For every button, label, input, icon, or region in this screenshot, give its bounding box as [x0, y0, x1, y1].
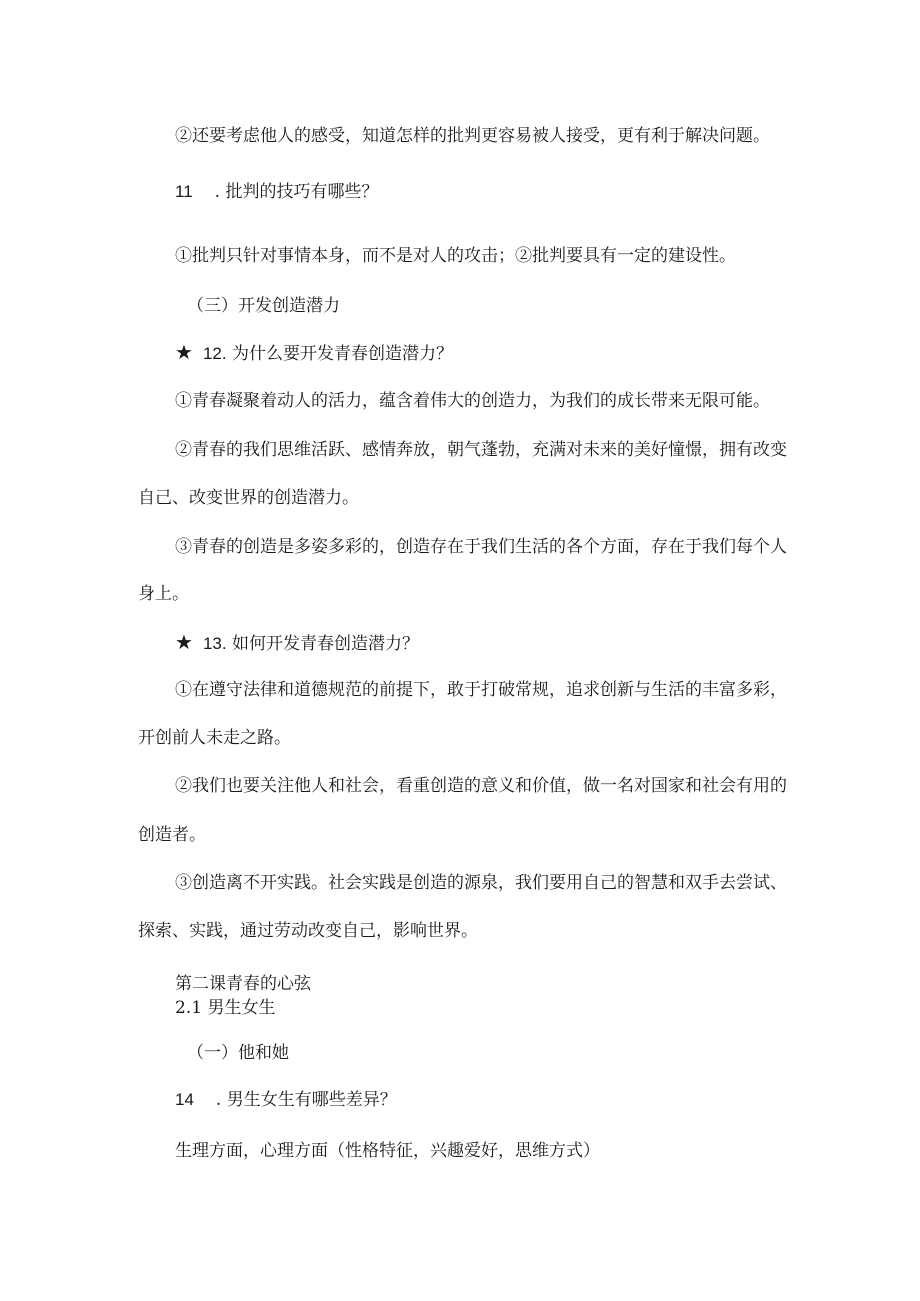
question-text: . 批判的技巧有哪些？: [214, 182, 379, 202]
question-number: 12.: [202, 344, 227, 363]
question-number: 14: [175, 1090, 194, 1109]
answer-line: ②还要考虑他人的感受，知道怎样的批判更容易被人接受，更有利于解决问题。: [175, 126, 770, 146]
star-icon: ★: [175, 340, 193, 364]
answer-line: 创造者。: [138, 825, 206, 845]
question-text: . 男生女生有哪些差异？: [215, 1090, 397, 1110]
question-14: [175, 1090, 397, 1110]
question-text: 如何开发青春创造潜力？: [231, 634, 419, 654]
answer-line: ①在遵守法律和道德规范的前提下，敢于打破常规，追求创新与生活的丰富多彩，: [175, 680, 787, 700]
question-text: 为什么要开发青春创造潜力？: [231, 344, 453, 364]
answer-line: ①青春凝聚着动人的活力，蕴含着伟大的创造力，为我们的成长带来无限可能。: [175, 391, 770, 411]
section-heading: （一）他和她: [187, 1043, 289, 1063]
subsection-title: 2.1 男生女生: [175, 998, 276, 1018]
answer-line: ②青春的我们思维活跃、感情奔放，朝气蓬勃，充满对未来的美好憧憬，拥有改变: [175, 440, 787, 460]
answer-line: ③青春的创造是多姿多彩的，创造存在于我们生活的各个方面，存在于我们每个人: [175, 537, 787, 557]
question-11: [175, 182, 378, 202]
section-heading: （三）开发创造潜力: [187, 296, 340, 316]
answer-line: ①批判只针对事情本身，而不是对人的攻击；②批判要具有一定的建设性。: [175, 246, 736, 266]
answer-line: ②我们也要关注他人和社会，看重创造的意义和价值，做一名对国家和社会有用的: [175, 776, 787, 796]
question-13: [175, 632, 419, 654]
question-12: [175, 342, 453, 364]
answer-line: 探索、实践，通过劳动改变自己，影响世界。: [138, 921, 478, 941]
star-icon: ★: [175, 630, 193, 654]
answer-line: ③创造离不开实践。社会实践是创造的源泉，我们要用自己的智慧和双手去尝试、: [175, 873, 787, 893]
question-number: 11: [175, 182, 193, 201]
answer-line: 生理方面，心理方面（性格特征，兴趣爱好，思维方式）: [175, 1141, 600, 1161]
question-number: 13.: [202, 634, 227, 653]
answer-line: 自己、改变世界的创造潜力。: [138, 488, 359, 508]
lesson-title: 第二课青春的心弦: [175, 974, 311, 994]
answer-line: 身上。: [138, 584, 189, 604]
answer-line: 开创前人未走之路。: [138, 728, 291, 748]
